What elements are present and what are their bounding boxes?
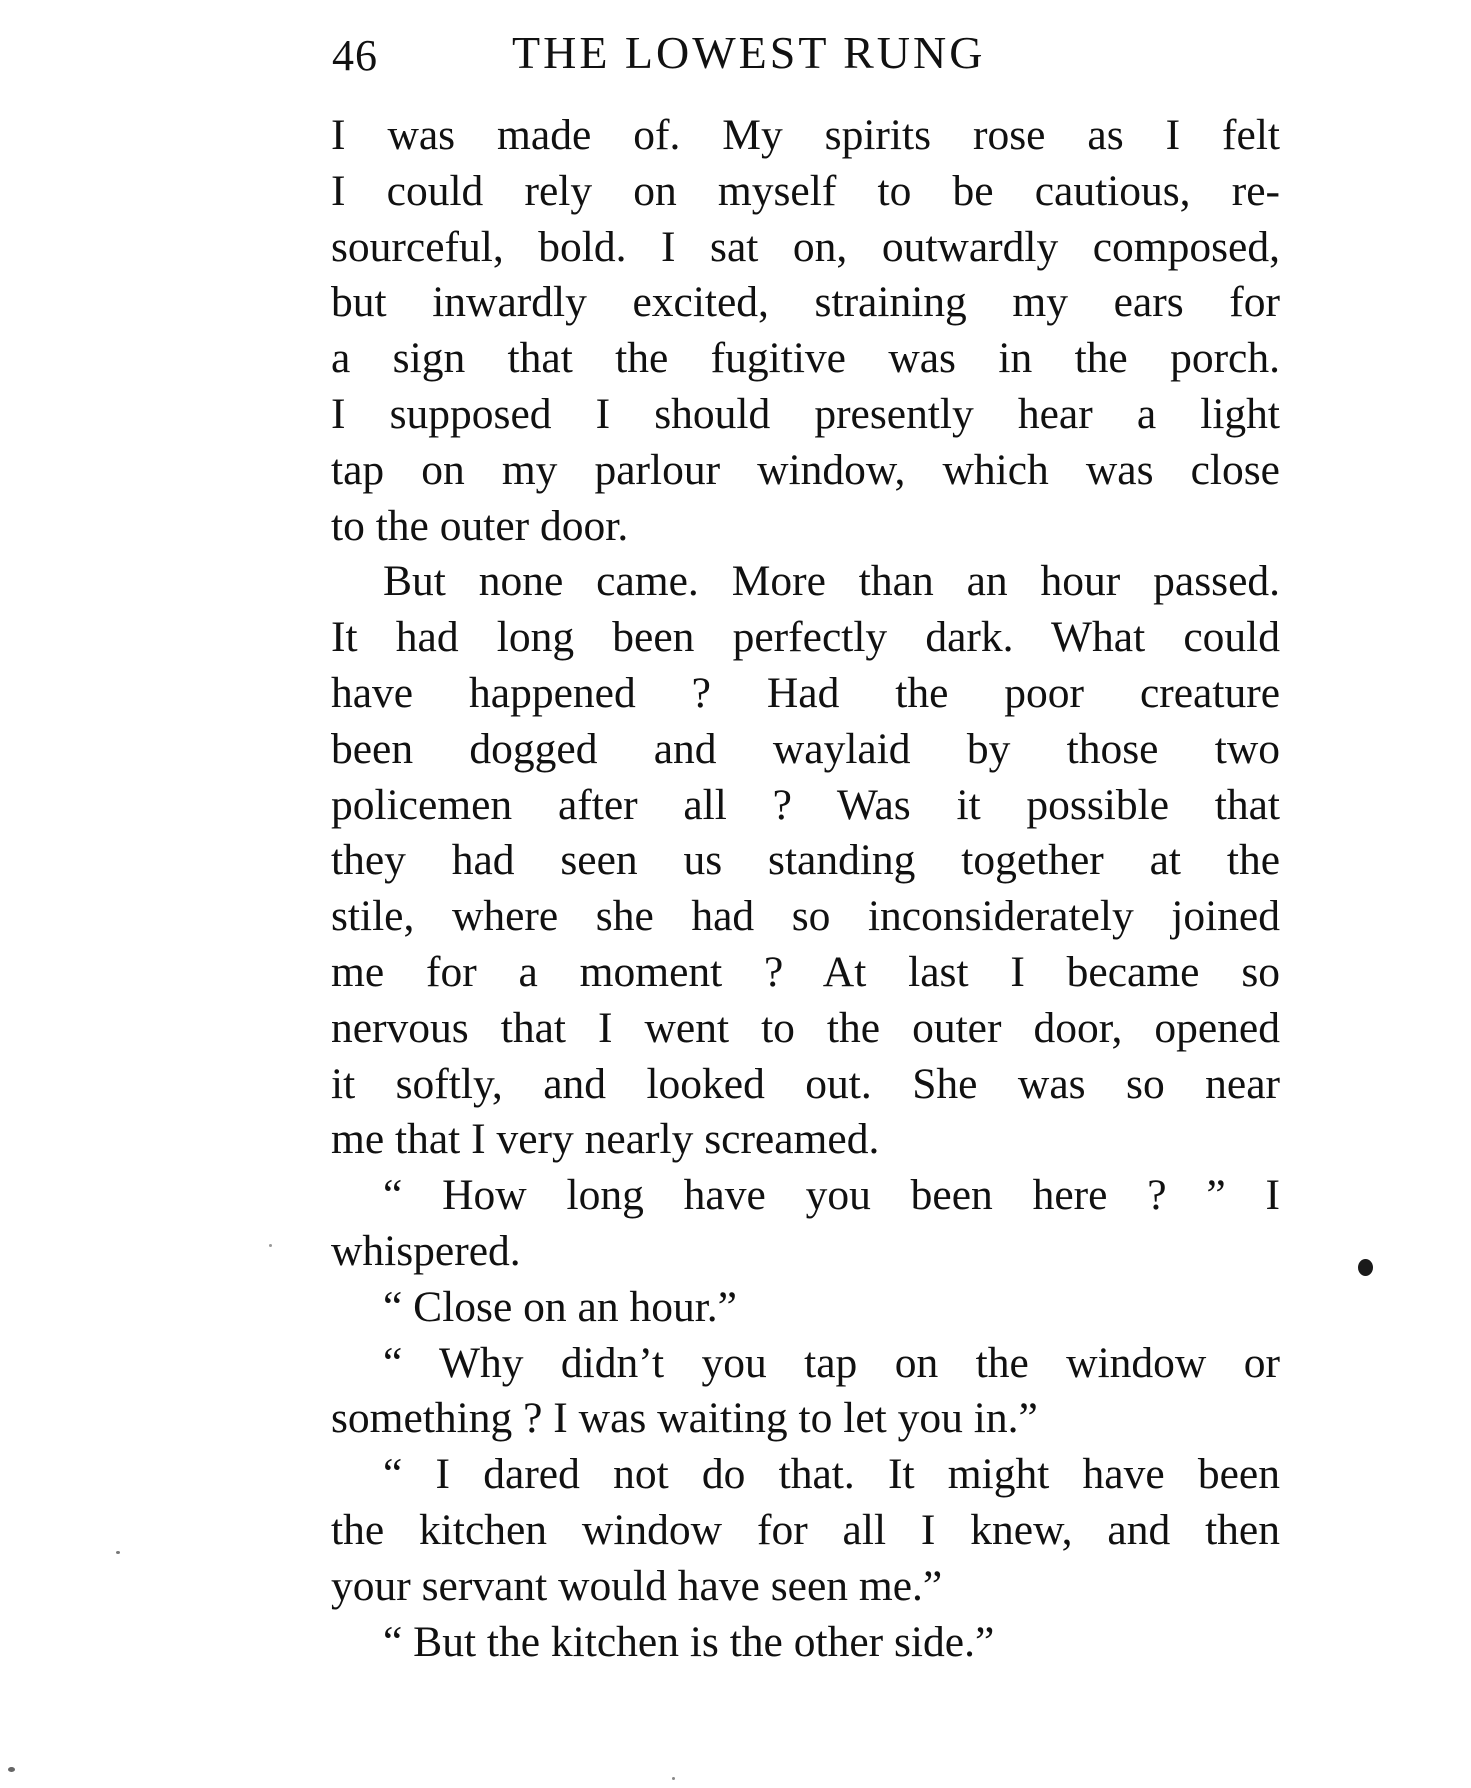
text-line: been dogged and waylaid by those two bbox=[331, 724, 1280, 773]
text-line: me for a moment ? At last I became so bbox=[331, 947, 1280, 996]
text-line: “ But the kitchen is the other side.” bbox=[383, 1617, 995, 1666]
paper-speck bbox=[116, 1551, 120, 1554]
running-title: THE LOWEST RUNG bbox=[512, 27, 986, 78]
text-line: but inwardly excited, straining my ears for bbox=[331, 278, 1280, 327]
paper-speck bbox=[269, 1244, 272, 1247]
text-line: me that I very nearly screamed. bbox=[331, 1115, 880, 1164]
text-line: “ How long have you been here ? ” I bbox=[383, 1171, 1280, 1220]
page-number: 46 bbox=[332, 31, 378, 80]
text-line: I supposed I should presently hear a light bbox=[331, 389, 1280, 438]
text-line: nervous that I went to the outer door, opened bbox=[331, 1003, 1280, 1052]
text-line: have happened ? Had the poor creature bbox=[331, 668, 1280, 717]
text-line: something ? I was waiting to let you in.” bbox=[331, 1394, 1038, 1443]
text-line: sourceful, bold. I sat on, outwardly composed, bbox=[331, 222, 1280, 271]
text-line: “ Why didn’t you tap on the window or bbox=[383, 1338, 1280, 1387]
text-line: to the outer door. bbox=[331, 501, 629, 550]
text-line: a sign that the fugitive was in the porch. bbox=[331, 334, 1280, 383]
text-line: But none came. More than an hour passed. bbox=[383, 557, 1280, 606]
text-line: “ Close on an hour.” bbox=[383, 1282, 737, 1331]
text-line: It had long been perfectly dark. What could bbox=[331, 613, 1280, 662]
text-line: it softly, and looked out. She was so near bbox=[331, 1059, 1280, 1108]
ink-blot bbox=[1358, 1259, 1373, 1276]
page-header bbox=[332, 26, 1292, 86]
paper-speck bbox=[672, 1777, 675, 1780]
body-text bbox=[331, 108, 1280, 1670]
text-line: whispered. bbox=[331, 1226, 521, 1275]
text-line: stile, where she had so inconsiderately joined bbox=[331, 892, 1280, 941]
text-line: policemen after all ? Was it possible that bbox=[331, 780, 1280, 829]
text-line: I was made of. My spirits rose as I felt bbox=[331, 111, 1280, 159]
text-line: your servant would have seen me.” bbox=[331, 1561, 943, 1610]
text-line: I could rely on myself to be cautious, re- bbox=[331, 166, 1280, 215]
paper-speck bbox=[8, 1767, 15, 1772]
text-line: the kitchen window for all I knew, and then bbox=[331, 1505, 1280, 1554]
text-line: “ I dared not do that. It might have been bbox=[383, 1450, 1280, 1499]
text-line: tap on my parlour window, which was close bbox=[331, 445, 1280, 494]
text-line: they had seen us standing together at the bbox=[331, 836, 1280, 885]
